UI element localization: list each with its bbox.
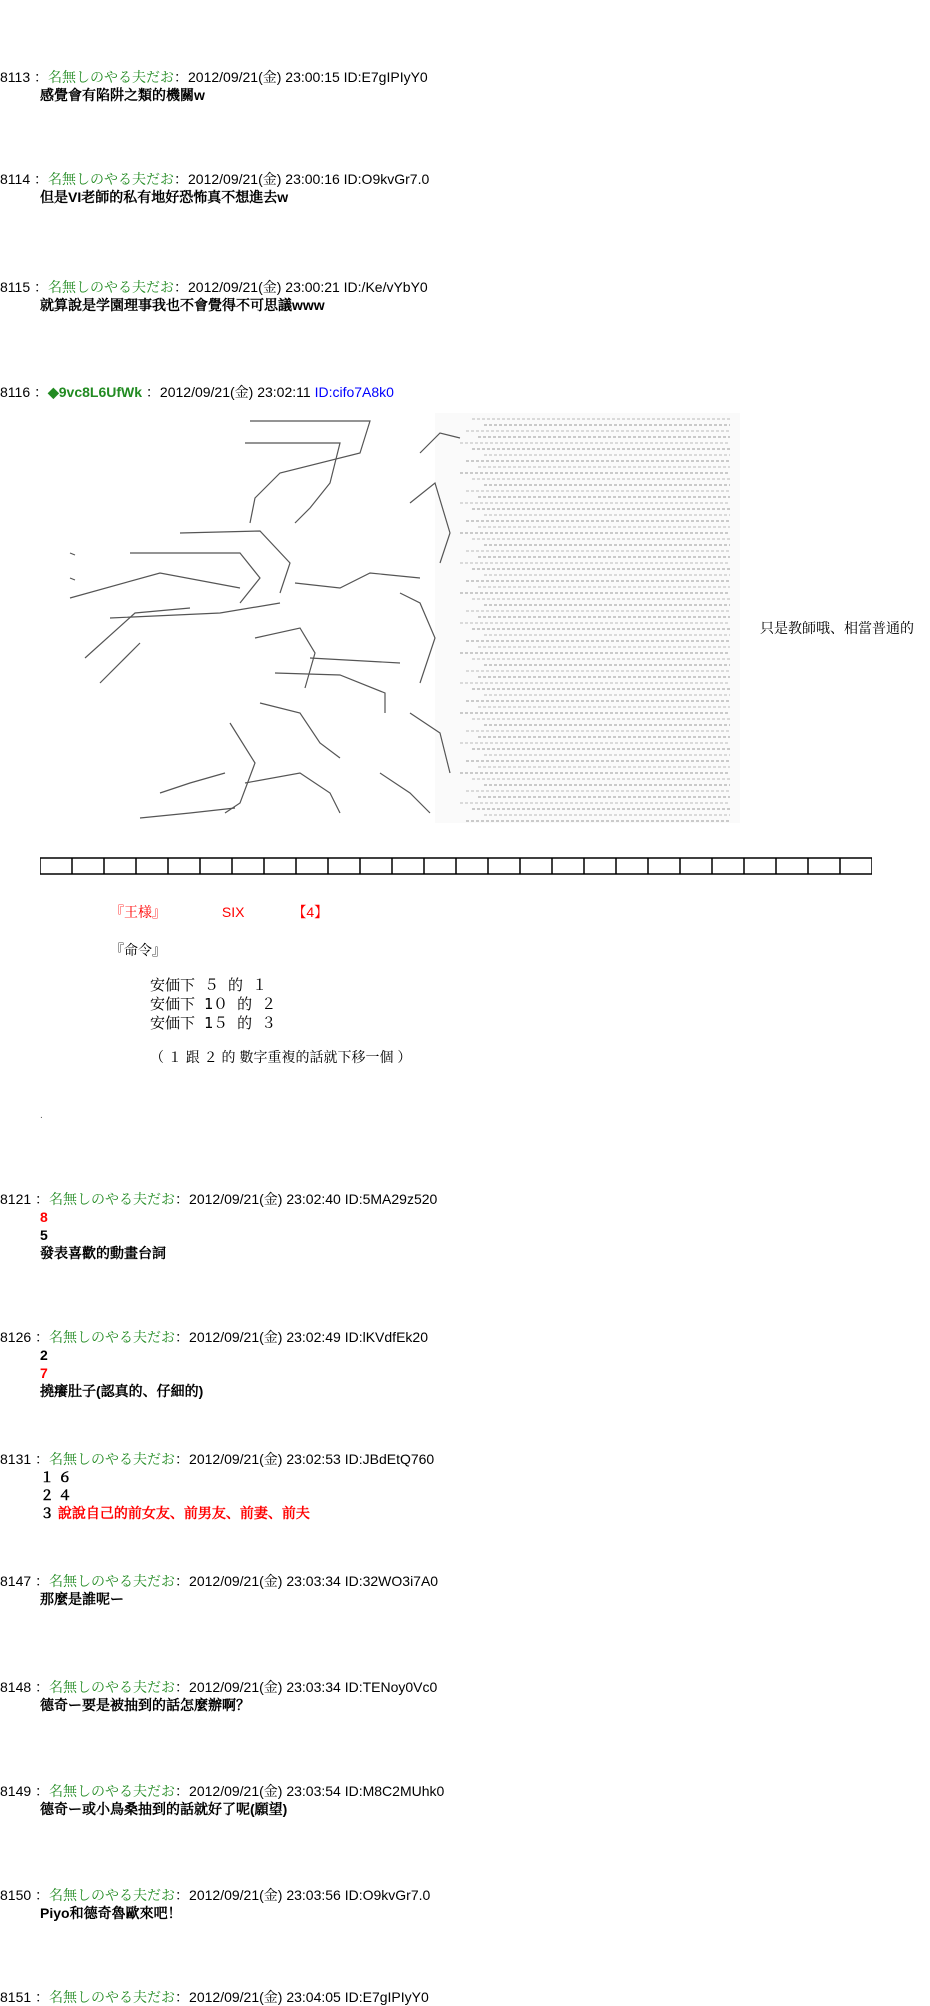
command-note: （ １ 跟 ２ 的 數字重複的話就下移一個 ） — [150, 1049, 412, 1065]
post-date: 2012/09/21(金) 23:00:15 — [188, 69, 340, 85]
post-body — [40, 188, 429, 206]
post-number: 8131 — [0, 1451, 32, 1467]
post-date: 2012/09/21(金) 23:02:49 — [189, 1329, 341, 1345]
post-header: 8121 ：名無しのやる夫だお：2012/09/21(金) 23:02:40 ID:5MA29z520 — [0, 1191, 438, 1207]
post-line: 那麼是誰呢ー — [40, 1591, 124, 1607]
poster-id: ID:O9kvGr7.0 — [343, 171, 430, 187]
post-body — [40, 1468, 434, 1522]
post-8149 — [0, 1782, 444, 1818]
stray-mark: . — [40, 1110, 43, 1121]
post-date: 2012/09/21(金) 23:00:16 — [188, 171, 340, 187]
post-date: 2012/09/21(金) 23:04:05 — [189, 1989, 341, 2005]
game-section — [110, 902, 411, 1067]
king-label: 『王様』 — [110, 904, 166, 920]
post-line: 8 — [40, 1209, 48, 1225]
post-header: 8116 ：◆9vc8L6UfWk ：2012/09/21(金) 23:02:11 ID:cifo7A8k0 — [0, 384, 394, 400]
post-number: 8116 — [0, 384, 31, 400]
post-header: 8126 ：名無しのやる夫だお：2012/09/21(金) 23:02:49 ID:lKVdfEk20 — [0, 1329, 428, 1345]
post-8116 — [0, 383, 394, 401]
post-body — [40, 1590, 438, 1608]
post-body — [40, 296, 428, 314]
poster-name[interactable]: 名無しのやる夫だお — [49, 1329, 176, 1345]
post-line: 5 — [40, 1227, 48, 1243]
post-8115 — [0, 278, 428, 314]
command-list — [150, 976, 411, 1033]
post-number: 8114 — [0, 171, 31, 187]
post-8126 — [0, 1328, 428, 1400]
post-line: 感覺會有陷阱之類的機關w — [40, 87, 205, 103]
poster-name[interactable]: 名無しのやる夫だお — [49, 1783, 176, 1799]
post-8121 — [0, 1190, 437, 1262]
post-8147 — [0, 1572, 438, 1608]
post-line: 2 — [40, 1347, 48, 1363]
poster-id: ID:lKVdfEk20 — [344, 1329, 428, 1345]
poster-name[interactable]: 名無しのやる夫だお — [49, 1573, 176, 1589]
post-line: １ ６ — [40, 1469, 72, 1485]
post-date: 2012/09/21(金) 23:00:21 — [188, 279, 340, 295]
command-label: 『命令』 — [110, 942, 166, 958]
poster-id: ID:O9kvGr7.0 — [344, 1887, 431, 1903]
post-line-highlight: 說說自己的前女友、前男友、前妻、前夫 — [57, 1505, 310, 1521]
command-item: 安価下 ５ 的 １ — [150, 976, 268, 994]
post-number: 8150 — [0, 1887, 32, 1903]
post-line: 就算說是学園理事我也不會覺得不可思議www — [40, 297, 325, 313]
post-number: 8147 — [0, 1573, 32, 1589]
poster-name[interactable]: 名無しのやる夫だお — [49, 1451, 176, 1467]
post-number: 8148 — [0, 1679, 32, 1695]
post-date: 2012/09/21(金) 23:02:53 — [189, 1451, 341, 1467]
poster-trip[interactable]: ◆9vc8L6UfWk — [48, 384, 143, 400]
post-body — [40, 86, 428, 104]
post-header: 8150 ：名無しのやる夫だお：2012/09/21(金) 23:03:56 ID:O9kvGr7.0 — [0, 1887, 431, 1903]
post-number: 8113 — [0, 69, 31, 85]
command-item: 安価下 1５ 的 ３ — [150, 1014, 277, 1032]
poster-name[interactable]: 名無しのやる夫だお — [48, 171, 174, 187]
poster-id: ID:E7gIPIyY0 — [343, 69, 428, 85]
post-date: 2012/09/21(金) 23:03:34 — [189, 1679, 341, 1695]
post-line: 發表喜歡的動畫台詞 — [40, 1245, 166, 1261]
post-number: 8115 — [0, 279, 31, 295]
post-body — [40, 1904, 430, 1922]
post-header: 8149 ：名無しのやる夫だお：2012/09/21(金) 23:03:54 ID:M8C2MUhk0 — [0, 1783, 445, 1799]
post-line: ２ ４ — [40, 1487, 72, 1503]
post-line-number: ３ — [40, 1505, 54, 1521]
poster-name[interactable]: 名無しのやる夫だお — [49, 1191, 176, 1207]
post-header: 8148 ：名無しのやる夫だお：2012/09/21(金) 23:03:34 ID:TENoy0Vc0 — [0, 1679, 438, 1695]
post-8114 — [0, 170, 429, 206]
post-line — [40, 1504, 434, 1522]
post-body — [40, 1208, 437, 1262]
post-date: 2012/09/21(金) 23:02:40 — [189, 1191, 341, 1207]
post-date: 2012/09/21(金) 23:02:11 — [159, 384, 311, 400]
post-date: 2012/09/21(金) 23:03:56 — [189, 1887, 341, 1903]
post-number: 8151 — [0, 1989, 32, 2005]
king-row — [110, 902, 411, 922]
post-header: 8151 ：名無しのやる夫だお：2012/09/21(金) 23:04:05 ID:E7gIPIyY0 — [0, 1989, 429, 2005]
post-header: 8113 ：名無しのやる夫だお：2012/09/21(金) 23:00:15 ID:E7gIPIyY0 — [0, 69, 428, 85]
post-8150 — [0, 1886, 430, 1922]
game-board-track — [40, 856, 872, 876]
king-value: SIX — [221, 904, 245, 920]
art-figure-strokes — [70, 421, 460, 818]
command-label-row — [110, 940, 411, 960]
poster-id: ID:E7gIPIyY0 — [344, 1989, 429, 2005]
poster-id: ID:M8C2MUhk0 — [344, 1783, 445, 1799]
post-date: 2012/09/21(金) 23:03:34 — [189, 1573, 341, 1589]
poster-id: ID:JBdEtQ760 — [344, 1451, 435, 1467]
post-8113 — [0, 68, 428, 104]
post-header: 8115 ：名無しのやる夫だお：2012/09/21(金) 23:00:21 ID:/Ke/vYbY0 — [0, 279, 428, 295]
poster-id: ID:5MA29z520 — [344, 1191, 438, 1207]
poster-id-link[interactable]: ID:cifo7A8k0 — [314, 384, 394, 400]
post-line: 德奇ー或小鳥桑抽到的話就好了呢(願望) — [40, 1801, 288, 1817]
post-body — [40, 1346, 428, 1400]
ascii-art-figure — [40, 413, 740, 833]
side-note: 只是教師哦、相當普通的 — [760, 620, 914, 636]
post-8148 — [0, 1678, 437, 1714]
king-number: 【4】 — [292, 904, 329, 920]
post-line: 德奇ー要是被抽到的話怎麼辦啊？ — [40, 1697, 250, 1713]
poster-name[interactable]: 名無しのやる夫だお — [49, 1679, 176, 1695]
post-date: 2012/09/21(金) 23:03:54 — [189, 1783, 341, 1799]
poster-name[interactable]: 名無しのやる夫だお — [49, 1989, 176, 2005]
post-number: 8126 — [0, 1329, 32, 1345]
poster-id: ID:32WO3i7A0 — [344, 1573, 439, 1589]
post-number: 8121 — [0, 1191, 32, 1207]
poster-name[interactable]: 名無しのやる夫だお — [48, 69, 174, 85]
post-8131 — [0, 1450, 434, 1522]
post-body — [40, 1696, 437, 1714]
post-line: 但是VI老師的私有地好恐怖真不想進去w — [40, 189, 289, 205]
post-8151 — [0, 1988, 429, 2006]
poster-name[interactable]: 名無しのやる夫だお — [48, 279, 174, 295]
post-body — [40, 1800, 444, 1818]
post-header: 8147 ：名無しのやる夫だお：2012/09/21(金) 23:03:34 ID:32WO3i7A0 — [0, 1573, 439, 1589]
command-item: 安価下 1０ 的 ２ — [150, 995, 277, 1013]
post-line: Piyo和德奇魯歐來吧！ — [40, 1905, 182, 1921]
post-header: 8131 ：名無しのやる夫だお：2012/09/21(金) 23:02:53 ID:JBdEtQ760 — [0, 1451, 435, 1467]
poster-id: ID:TENoy0Vc0 — [344, 1679, 438, 1695]
poster-name[interactable]: 名無しのやる夫だお — [49, 1887, 176, 1903]
post-line: 撓癢肚子(認真的、仔細的) — [40, 1383, 204, 1399]
post-line: 7 — [40, 1365, 48, 1381]
post-header: 8114 ：名無しのやる夫だお：2012/09/21(金) 23:00:16 ID:O9kvGr7.0 — [0, 171, 430, 187]
poster-id: ID:/Ke/vYbY0 — [343, 279, 428, 295]
post-number: 8149 — [0, 1783, 32, 1799]
